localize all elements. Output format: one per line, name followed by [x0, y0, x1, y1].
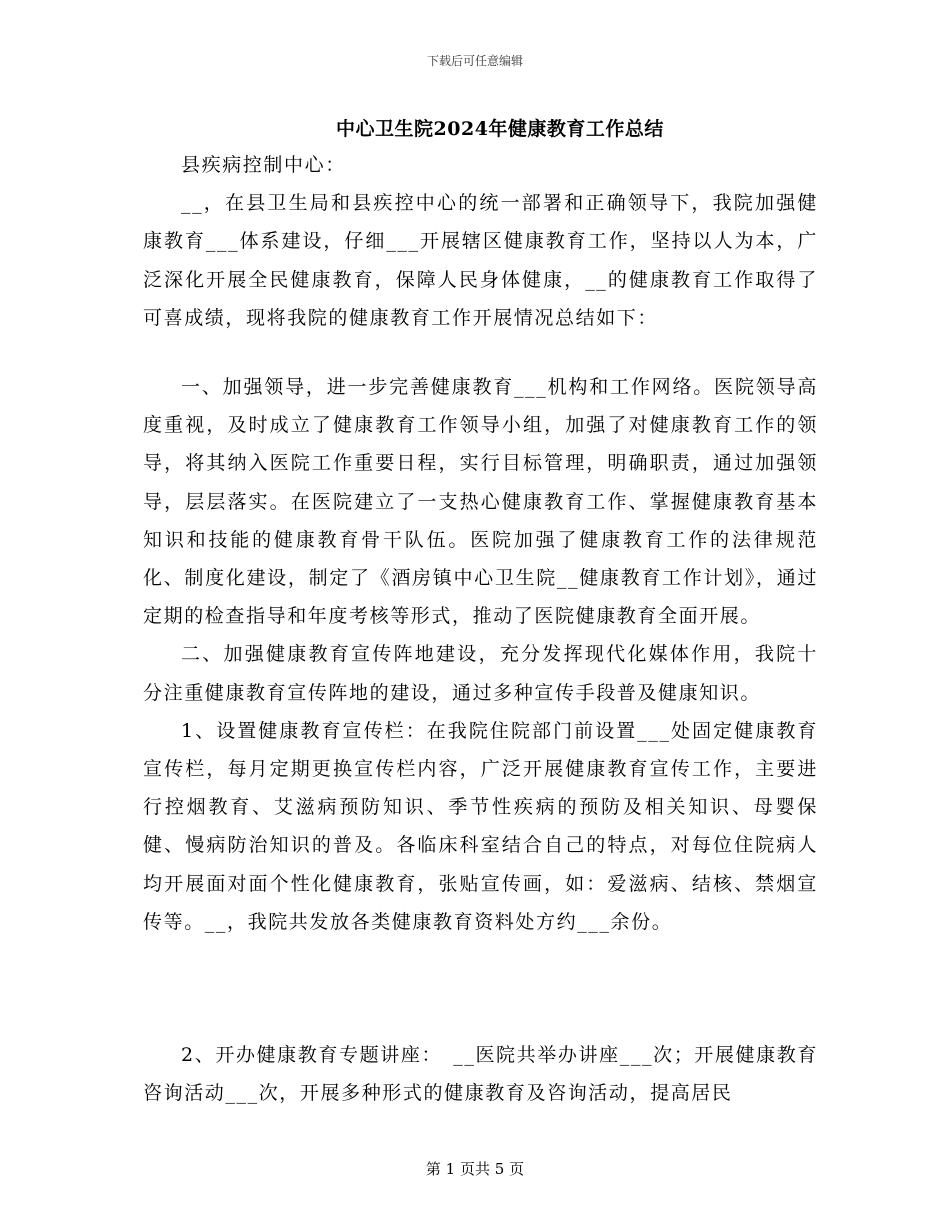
paragraph-section-one: 一、加强领导，进一步完善健康教育___机构和工作网络。医院领导高度重视，及时成立了健康教育工作领导小组，加强了对健康教育工作的领导，将其纳入医院工作重要日程，实行目标管理，明确职责，通过加强领导，层层落实。在医院建立了一支热心健康教育工作、掌握健康教育基本知识和技能的健康教育骨干队伍。医院加强了健康教育工作的法律规范化、制度化建设，制定了《酒房镇中心卫生院__健康教育工作计划》，通过定期的检查指导和年度考核等形式，推动了医院健康教育全面开展。 [143, 376, 818, 628]
item-two-block [143, 1036, 818, 1112]
document-title: 中心卫生院2024年健康教育工作总结 [336, 118, 664, 140]
salutation: 县疾病控制中心： [181, 154, 346, 176]
paragraph-item-one: 1、设置健康教育宣传栏：在我院住院部门前设置___处固定健康教育宣传栏，每月定期更换宣传栏内容，广泛开展健康教育宣传工作，主要进行控烟教育、艾滋病预防知识、季节性疾病的预防及相关知识、母婴保健、慢病防治知识的普及。各临床科室结合自己的特点，对每位住院病人均开展面对面个性化健康教育，张贴宣传画，如：爱滋病、结核、禁烟宣传等。__，我院共发放各类健康教育资料处方约___余份。 [143, 719, 818, 933]
paragraph-intro: __，在县卫生局和县疾控中心的统一部署和正确领导下，我院加强健康教育___体系建设，仔细___开展辖区健康教育工作，坚持以人为本，广泛深化开展全民健康教育，保障人民身体健康，__的健康教育工作取得了可喜成绩，现将我院的健康教育工作开展情况总结如下： [143, 192, 818, 329]
intro-block [143, 146, 818, 337]
header-note: 下载后可任意编辑 [426, 54, 523, 68]
paragraph-item-two: 2、开办健康教育专题讲座： __医院共举办讲座___次；开展健康教育咨询活动___次，开展多种形式的健康教育及咨询活动，提高居民 [143, 1044, 818, 1105]
section-one-block [143, 368, 818, 941]
page-footer: 第 1 页共 5 页 [425, 1160, 525, 1178]
paragraph-section-two: 二、加强健康教育宣传阵地建设，充分发挥现代化媒体作用，我院十分注重健康教育宣传阵地的建设，通过多种宣传手段普及健康知识。 [143, 643, 818, 704]
